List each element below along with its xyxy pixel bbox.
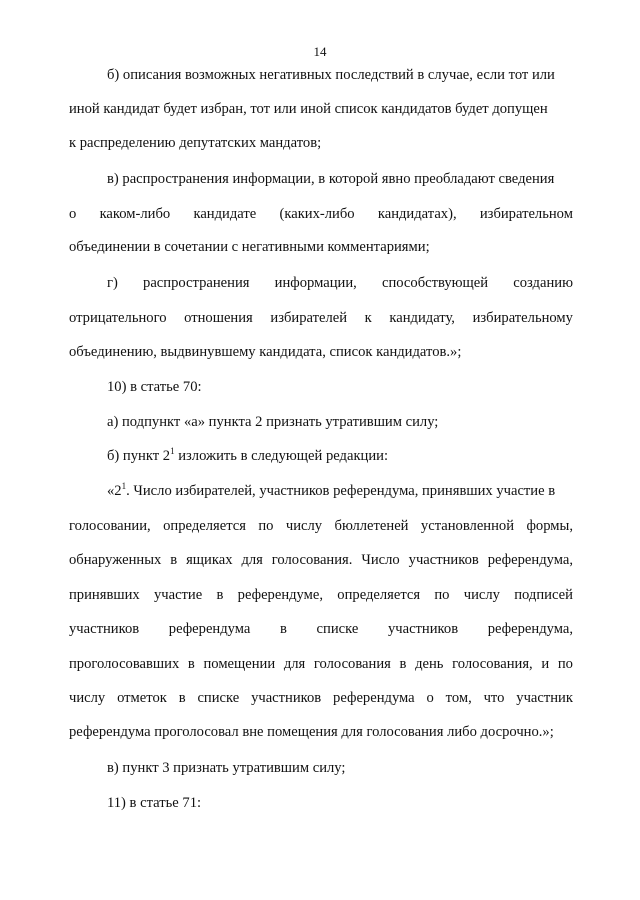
word: отрицательного (69, 310, 167, 326)
word: отметок (117, 690, 167, 706)
word: определяется (337, 587, 421, 603)
word: числу (463, 587, 500, 603)
word: голосования. (271, 552, 353, 568)
word: избирателей (270, 310, 348, 326)
word: что (483, 690, 505, 706)
word: в (187, 656, 195, 672)
word: г) (107, 275, 118, 291)
text-line: объединению, выдвинувшему кандидата, список кандидатов.»; (69, 344, 462, 360)
word: бюллетеней (334, 518, 409, 534)
text-line: а) подпункт «а» пункта 2 признать утратившим силу; (107, 414, 439, 430)
word: определяется (163, 518, 246, 534)
word: по (557, 656, 573, 672)
justified-line (69, 205, 573, 223)
word: числу (285, 518, 323, 534)
word: референдума, (487, 552, 573, 568)
word: о (426, 690, 434, 706)
word: распространения (143, 275, 250, 291)
word: кандидатах), (377, 206, 457, 222)
word: избирательному (472, 310, 573, 326)
text-line: в) распространения информации, в которой явно преобладают сведения (107, 171, 555, 187)
word: помещении (203, 656, 276, 672)
word: обнаруженных (69, 552, 162, 568)
text-line: к распределению депутатских мандатов; (69, 135, 322, 151)
word: кандидате (193, 206, 257, 222)
word: для (283, 656, 306, 672)
word: участников (387, 621, 459, 637)
text-line: 10) в статье 70: (107, 379, 202, 395)
word: списке (197, 690, 240, 706)
word: созданию (513, 275, 573, 291)
word: участников (408, 552, 479, 568)
word: референдуме, (237, 587, 324, 603)
justified-line (69, 309, 573, 327)
word: референдума, (487, 621, 573, 637)
text-line (107, 447, 388, 465)
word: Число (361, 552, 400, 568)
word: голосования, (452, 656, 533, 672)
word: числу (69, 690, 106, 706)
justified-line (69, 586, 573, 604)
superscript: 1 (121, 481, 127, 491)
word: по (434, 587, 450, 603)
text-line: б) описания возможных негативных последствий в случае, если тот или (107, 67, 555, 83)
word: формы, (526, 518, 573, 534)
word: по (258, 518, 274, 534)
word: отношения (184, 310, 253, 326)
word: установленной (420, 518, 515, 534)
text-line: в) пункт 3 признать утратившим силу; (107, 760, 346, 776)
word: в (399, 656, 407, 672)
word: для (241, 552, 263, 568)
text-line: референдума проголосовал вне помещения для голосования либо досрочно.»; (69, 724, 554, 740)
word: участников (69, 621, 140, 637)
word: информации, (274, 275, 357, 291)
justified-line (107, 274, 573, 292)
text-fragment: «2 (107, 483, 122, 499)
text-line: объединении в сочетании с негативными комментариями; (69, 239, 430, 255)
word: участник (516, 690, 573, 706)
word: каком-либо (99, 206, 171, 222)
word: голосовании, (69, 518, 151, 534)
word: о (69, 206, 77, 222)
word: принявших (69, 587, 140, 603)
text-fragment: б) пункт 2 (107, 448, 171, 464)
word: голосования (313, 656, 391, 672)
text-line: 11) в статье 71: (107, 795, 202, 811)
page-number: 14 (313, 44, 327, 59)
word: участие (153, 587, 203, 603)
word: подписей (514, 587, 573, 603)
justified-line (69, 551, 573, 569)
justified-line (69, 620, 573, 638)
word: в (170, 552, 178, 568)
word: проголосовавших (69, 656, 180, 672)
word: референдума (168, 621, 251, 637)
word: к (364, 310, 372, 326)
word: день (415, 656, 444, 672)
text-line: иной кандидат будет избран, тот или иной список кандидатов будет допущен (69, 101, 548, 117)
word: участников (251, 690, 322, 706)
text-line (107, 482, 555, 500)
word: кандидату, (389, 310, 455, 326)
text-fragment: . Число избирателей, участников референдума, принявших участие в (126, 483, 556, 499)
word: и (541, 656, 550, 672)
word: в (178, 690, 186, 706)
justified-line (69, 655, 573, 673)
word: списке (316, 621, 359, 637)
word: том, (445, 690, 472, 706)
word: в (216, 587, 224, 603)
word: в (280, 621, 287, 637)
superscript: 1 (170, 446, 175, 456)
word: способствующей (381, 275, 489, 291)
word: референдума (333, 690, 415, 706)
word: избирательном (479, 206, 573, 222)
word: ящиках (186, 552, 233, 568)
word: (каких-либо (279, 206, 355, 222)
justified-line (69, 689, 573, 707)
justified-line (69, 517, 573, 535)
text-fragment: изложить в следующей редакции: (174, 448, 389, 464)
